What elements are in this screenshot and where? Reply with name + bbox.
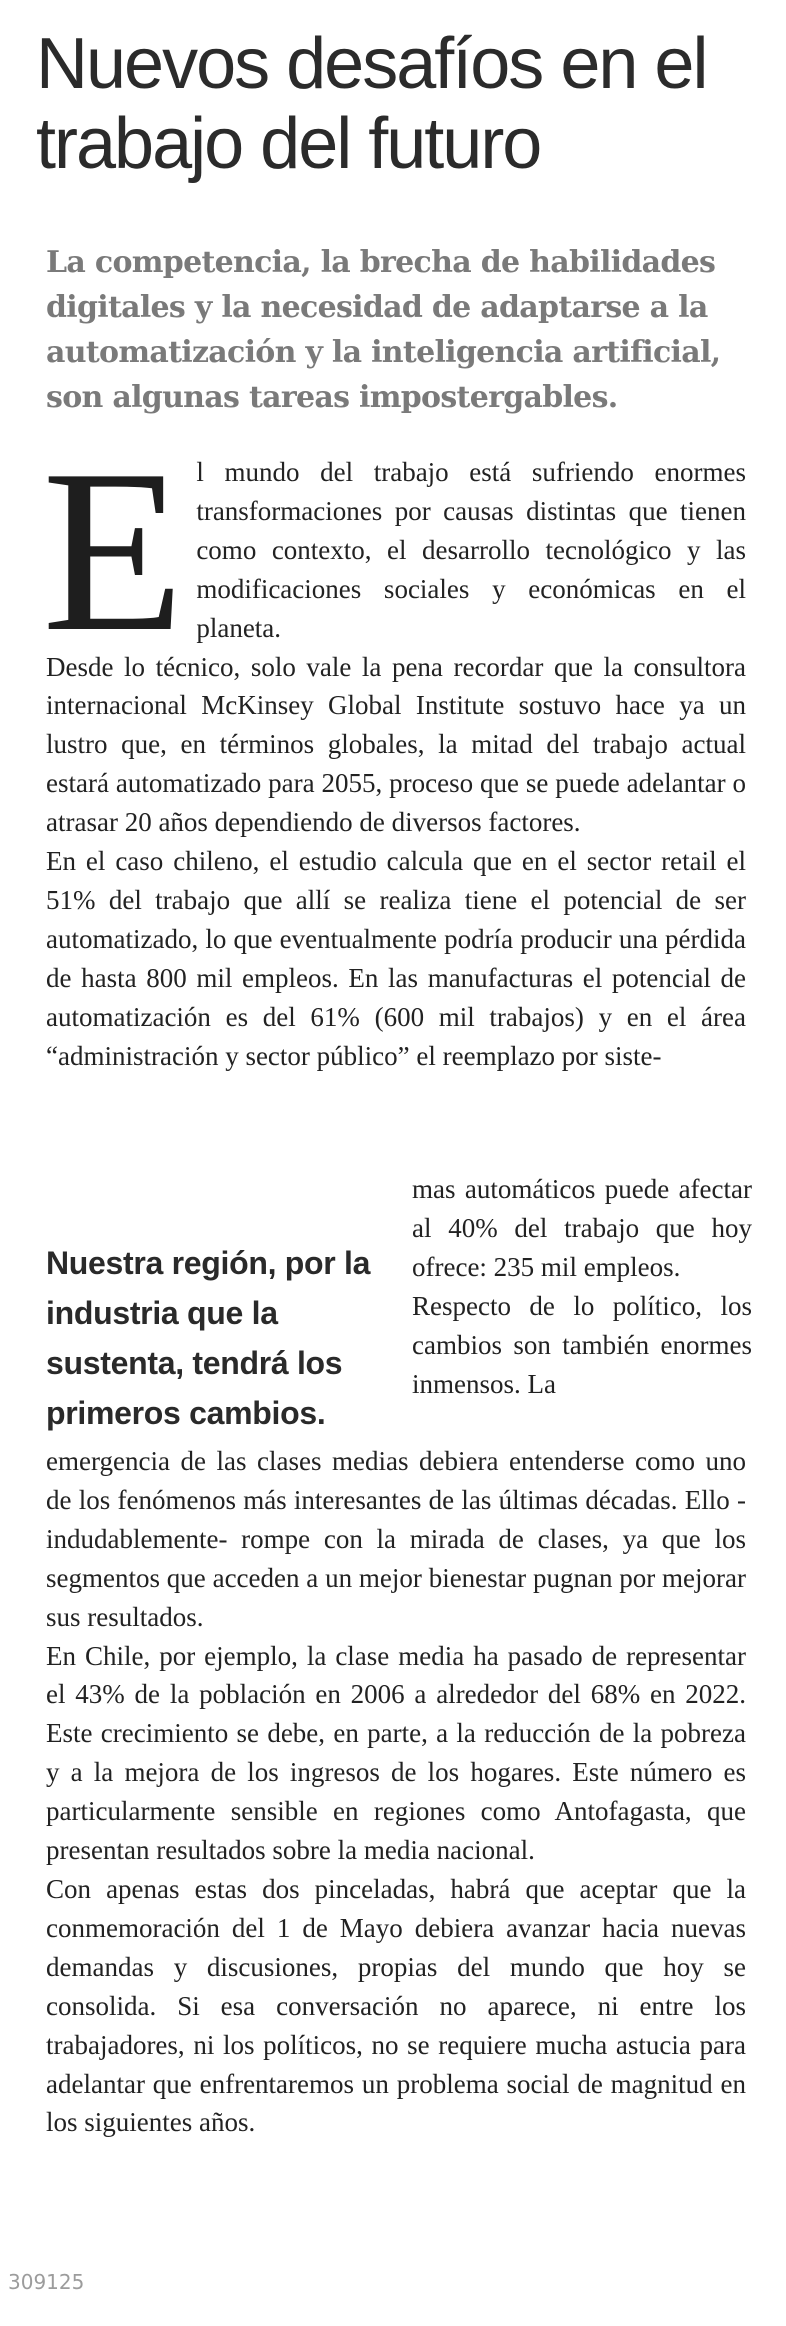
article-intro [42, 422, 746, 1076]
lower-paragraph-2: En Chile, por ejemplo, la clase media ha pasado de representar el 43% de la población en 2006 a alrededor del 68% en 2022. Este crecimiento se debe, en parte, a la reducción de la pobreza y a la mejora de los ingresos de los hogares. Este número es particularmente sensible en regiones como Antofagasta, que presentan resultados sobre la media nacional. [46, 1640, 746, 1866]
article-lower-body [46, 1442, 746, 2142]
clipping-id-stamp: 309125 [8, 2270, 85, 2294]
article-headline: Nuevos desafíos en el trabajo del futuro [36, 24, 707, 184]
side-paragraph-1: mas automáticos puede afectar al 40% del trabajo que hoy ofrece: 235 mil empleos. [412, 1174, 752, 1282]
article-deck: La competencia, la brecha de habilidades digitales y la necesidad de adaptarse a la automatización y la inteligencia artificial, son algunas tareas impostergables. [46, 245, 721, 415]
intro-paragraph-1 [42, 422, 746, 680]
intro-paragraph-1-text: l mundo del trabajo está sufriendo enormes transformaciones por causas distintas que tienen como contexto, el desarrollo tecnológico y las modificaciones sociales y económicas en el planeta. [196, 457, 746, 643]
intro-paragraph-3: En el caso chileno, el estudio calcula que en el sector retail el 51% del trabajo que allí se realiza tiene el potencial de ser automatizado, lo que eventualmente podría producir una pérdida de hasta 800 mil empleos. En las manufacturas el potencial de automatización es del 61% (600 mil trabajos) y en el área “administración y sector público” el reemplazo por siste- [46, 846, 746, 1071]
pull-quote: Nuestra región, por la industria que la sustenta, tendrá los primeros cambios. [46, 1245, 371, 1431]
side-column [412, 1170, 752, 1403]
side-paragraph-2: Respecto de lo político, los cambios son también enormes inmensos. La [412, 1290, 752, 1399]
drop-cap: E [42, 422, 185, 680]
intro-paragraph-2: Desde lo técnico, solo vale la pena recordar que la consultora internacional McKinsey Global Institute sostuvo hace ya un lustro que, en términos globales, la mitad del trabajo actual estará automatizado para 2055, proceso que se puede adelantar o atrasar 20 años dependiendo de diversos factores. [46, 651, 746, 838]
lower-paragraph-1: emergencia de las clases medias debiera entenderse como uno de los fenómenos más interesantes de las últimas décadas. Ello -indudablemente- rompe con la mirada de clases, ya que los segmentos que acceden a un mejor bienestar pugnan por mejorar sus resultados. [46, 1446, 746, 1632]
lower-paragraph-3: Con apenas estas dos pinceladas, habrá que aceptar que la conmemoración del 1 de Mayo debiera avanzar hacia nuevas demandas y discusiones, propias del mundo que hoy se consolida. Si esa conversación no aparece, ni entre los trabajadores, ni los políticos, no se requiere mucha astucia para adelantar que enfrentaremos un problema social de magnitud en los siguientes años. [46, 1873, 746, 2138]
